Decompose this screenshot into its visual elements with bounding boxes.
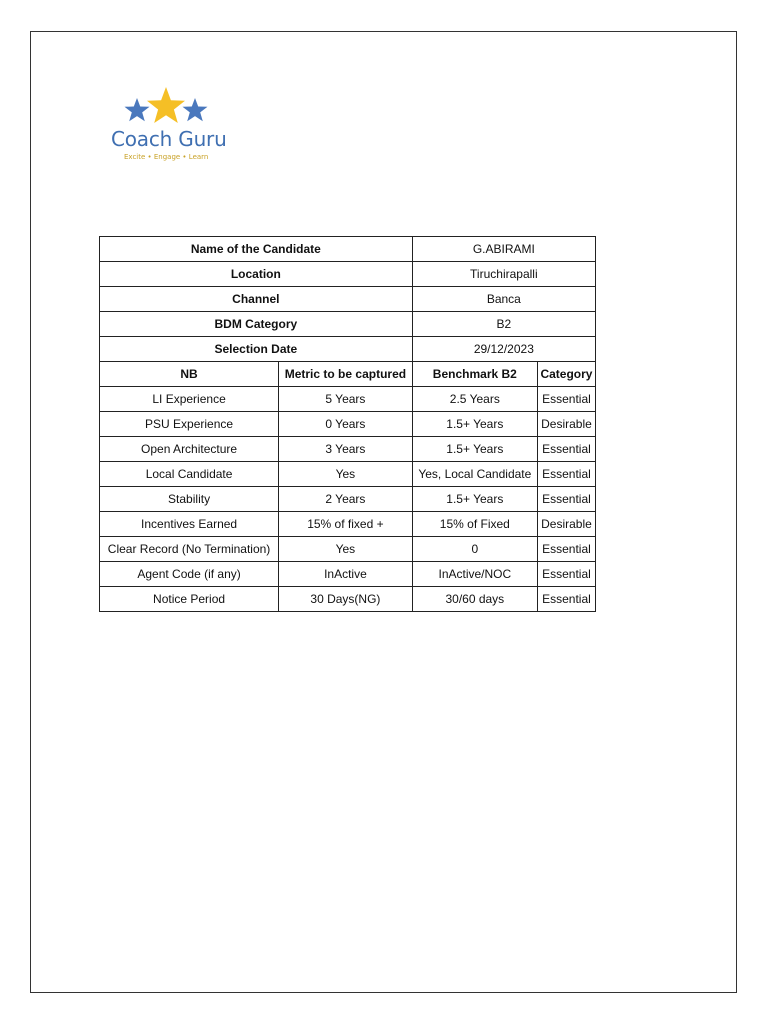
criterion-name: Clear Record (No Termination) [100, 537, 279, 562]
table-row [100, 487, 596, 512]
criteria-header-row [100, 362, 596, 387]
bdm-category-value: B2 [412, 312, 595, 337]
metric-value: 5 Years [279, 387, 413, 412]
category-value: Desirable [537, 512, 595, 537]
category-value: Essential [537, 562, 595, 587]
benchmark-value: 2.5 Years [412, 387, 537, 412]
benchmark-value: 1.5+ Years [412, 437, 537, 462]
bdm-category-row [100, 312, 596, 337]
benchmark-value: Yes, Local Candidate [412, 462, 537, 487]
table-row [100, 412, 596, 437]
table-row [100, 587, 596, 612]
stars-icon [124, 85, 208, 129]
channel-value: Banca [412, 287, 595, 312]
metric-value: 0 Years [279, 412, 413, 437]
category-value: Essential [537, 462, 595, 487]
criterion-name: Incentives Earned [100, 512, 279, 537]
benchmark-value: 30/60 days [412, 587, 537, 612]
table-row [100, 562, 596, 587]
column-header-benchmark: Benchmark B2 [412, 362, 537, 387]
metric-value: 30 Days(NG) [279, 587, 413, 612]
candidate-evaluation-table [99, 236, 596, 612]
criterion-name: PSU Experience [100, 412, 279, 437]
channel-row [100, 287, 596, 312]
category-value: Essential [537, 487, 595, 512]
candidate-name-label: Name of the Candidate [100, 237, 413, 262]
metric-value: InActive [279, 562, 413, 587]
column-header-category: Category [537, 362, 595, 387]
table-row [100, 387, 596, 412]
column-header-nb: NB [100, 362, 279, 387]
benchmark-value: 15% of Fixed [412, 512, 537, 537]
metric-value: 2 Years [279, 487, 413, 512]
criterion-name: Notice Period [100, 587, 279, 612]
selection-date-value: 29/12/2023 [412, 337, 595, 362]
selection-date-row [100, 337, 596, 362]
category-value: Essential [537, 437, 595, 462]
table-row [100, 437, 596, 462]
category-value: Desirable [537, 412, 595, 437]
category-value: Essential [537, 587, 595, 612]
candidate-name-row [100, 237, 596, 262]
benchmark-value: 1.5+ Years [412, 412, 537, 437]
benchmark-value: 0 [412, 537, 537, 562]
criterion-name: LI Experience [100, 387, 279, 412]
criterion-name: Agent Code (if any) [100, 562, 279, 587]
candidate-name-value: G.ABIRAMI [412, 237, 595, 262]
benchmark-value: InActive/NOC [412, 562, 537, 587]
selection-date-label: Selection Date [100, 337, 413, 362]
criterion-name: Stability [100, 487, 279, 512]
coach-guru-logo [110, 85, 250, 165]
metric-value: Yes [279, 537, 413, 562]
category-value: Essential [537, 387, 595, 412]
location-label: Location [100, 262, 413, 287]
channel-label: Channel [100, 287, 413, 312]
metric-value: 3 Years [279, 437, 413, 462]
metric-value: Yes [279, 462, 413, 487]
table-row [100, 537, 596, 562]
benchmark-value: 1.5+ Years [412, 487, 537, 512]
logo-brand-name: Coach Guru [111, 127, 227, 151]
bdm-category-label: BDM Category [100, 312, 413, 337]
table-row [100, 462, 596, 487]
category-value: Essential [537, 537, 595, 562]
metric-value: 15% of fixed + [279, 512, 413, 537]
criterion-name: Open Architecture [100, 437, 279, 462]
logo-tagline: Excite • Engage • Learn [124, 153, 209, 161]
criterion-name: Local Candidate [100, 462, 279, 487]
location-row [100, 262, 596, 287]
table-row [100, 512, 596, 537]
column-header-metric: Metric to be captured [279, 362, 413, 387]
location-value: Tiruchirapalli [412, 262, 595, 287]
